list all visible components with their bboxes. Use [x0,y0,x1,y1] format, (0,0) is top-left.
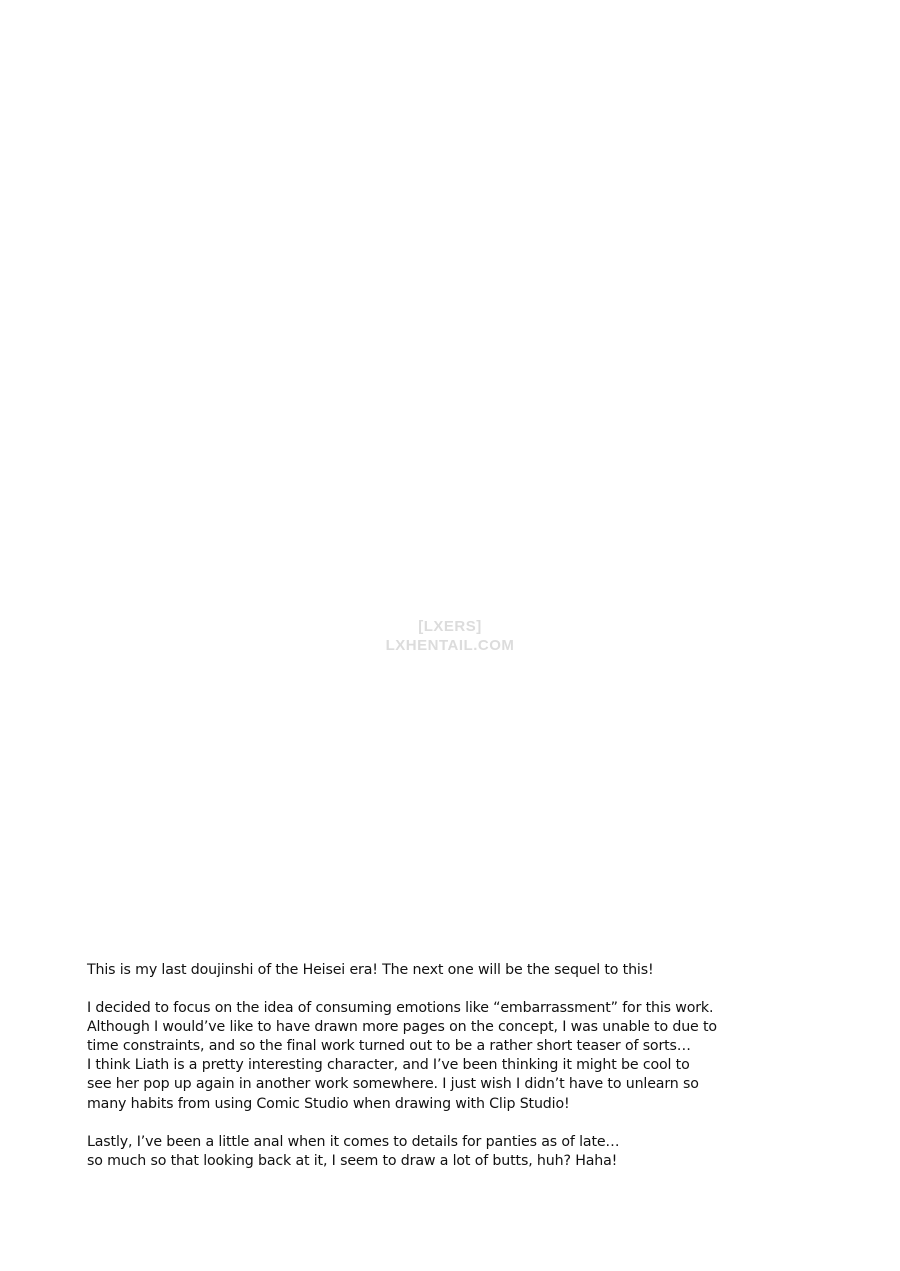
afterword-paragraph-3 [87,1133,747,1171]
text-line: Although I would’ve like to have drawn more pages on the concept, I was unable to due to [87,1019,717,1036]
afterword-text-block [87,961,747,1190]
watermark-line-1: [LXERS] [418,618,482,635]
text-line: Lastly, I’ve been a little anal when it comes to details for panties as of late… [87,1133,620,1150]
text-line: I think Liath is a pretty interesting character, and I’ve been thinking it might be cool to [87,1057,690,1074]
text-line: I decided to focus on the idea of consuming emotions like “embarrassment” for this work. [87,1000,714,1017]
watermark-line-2: LXHENTAIL.COM [385,637,515,654]
afterword-paragraph-1 [87,961,747,980]
text-line: This is my last doujinshi of the Heisei era! The next one will be the sequel to this! [87,962,654,978]
afterword-paragraph-2 [87,999,747,1114]
text-line: so much so that looking back at it, I seem to draw a lot of butts, huh? Haha! [87,1152,618,1169]
text-line: see her pop up again in another work somewhere. I just wish I didn’t have to unlearn so [87,1076,699,1093]
text-line: many habits from using Comic Studio when drawing with Clip Studio! [87,1095,570,1112]
text-line: time constraints, and so the final work turned out to be a rather short teaser of sorts… [87,1038,691,1055]
watermark [0,617,900,655]
